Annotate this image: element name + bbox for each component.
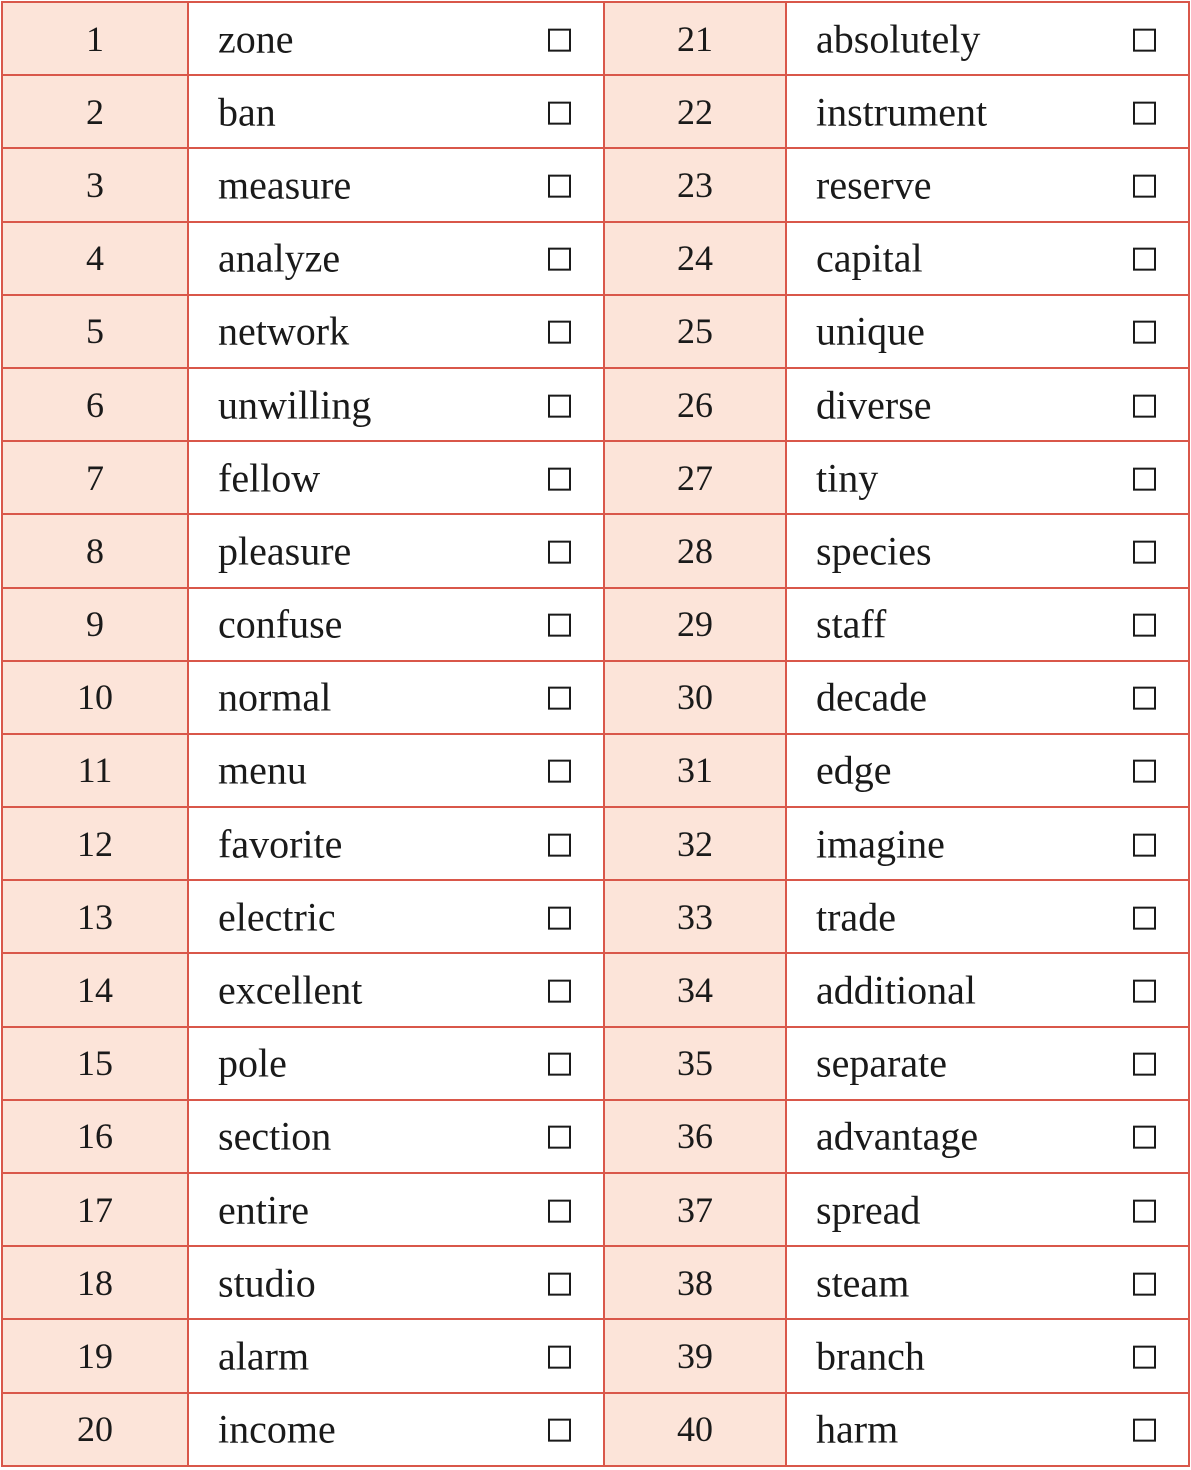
word-cell <box>188 514 604 587</box>
word-number: 9 <box>2 588 188 661</box>
word-cell <box>786 1173 1189 1246</box>
word-checkbox[interactable] <box>548 28 571 51</box>
vocabulary-word: capital <box>816 235 923 281</box>
table-row <box>2 953 1189 1026</box>
word-cell <box>786 661 1189 734</box>
word-number: 8 <box>2 514 188 587</box>
vocabulary-word: alarm <box>218 1333 310 1379</box>
word-cell <box>786 75 1189 148</box>
vocabulary-word: steam <box>816 1260 910 1306</box>
word-checkbox[interactable] <box>548 467 571 490</box>
word-number: 11 <box>2 734 188 807</box>
word-cell <box>188 222 604 295</box>
word-checkbox[interactable] <box>1133 1419 1156 1442</box>
vocabulary-word: unwilling <box>218 382 372 428</box>
word-cell <box>188 1027 604 1100</box>
word-checkbox[interactable] <box>1133 833 1156 856</box>
vocabulary-word: menu <box>218 747 307 793</box>
vocabulary-word: ban <box>218 89 276 135</box>
word-cell <box>786 588 1189 661</box>
vocabulary-word: trade <box>816 894 896 940</box>
table-row <box>2 661 1189 734</box>
word-cell <box>188 807 604 880</box>
word-number: 10 <box>2 661 188 734</box>
word-number: 27 <box>604 441 786 514</box>
vocabulary-word: edge <box>816 747 892 793</box>
word-checkbox[interactable] <box>1133 687 1156 710</box>
word-checkbox[interactable] <box>548 394 571 417</box>
word-number: 2 <box>2 75 188 148</box>
word-cell <box>188 1100 604 1173</box>
word-checkbox[interactable] <box>1133 1053 1156 1076</box>
word-cell <box>786 1393 1189 1466</box>
word-cell <box>188 295 604 368</box>
word-number: 36 <box>604 1100 786 1173</box>
vocabulary-word: imagine <box>816 821 945 867</box>
word-number: 4 <box>2 222 188 295</box>
word-number: 19 <box>2 1319 188 1392</box>
word-number: 14 <box>2 953 188 1026</box>
table-row <box>2 441 1189 514</box>
word-cell <box>188 953 604 1026</box>
word-cell <box>188 75 604 148</box>
table-row <box>2 734 1189 807</box>
word-number: 39 <box>604 1319 786 1392</box>
word-cell <box>188 588 604 661</box>
word-checkbox[interactable] <box>548 760 571 783</box>
word-checkbox[interactable] <box>1133 28 1156 51</box>
word-checkbox[interactable] <box>1133 760 1156 783</box>
word-number: 31 <box>604 734 786 807</box>
vocabulary-word: confuse <box>218 601 343 647</box>
word-number: 23 <box>604 148 786 221</box>
table-row <box>2 1173 1189 1246</box>
word-cell <box>188 1246 604 1319</box>
word-number: 34 <box>604 953 786 1026</box>
word-cell <box>188 2 604 75</box>
vocabulary-word: income <box>218 1406 336 1452</box>
vocabulary-word: network <box>218 308 350 354</box>
word-checkbox[interactable] <box>1133 614 1156 637</box>
word-number: 1 <box>2 2 188 75</box>
word-checkbox[interactable] <box>548 833 571 856</box>
table-row <box>2 295 1189 368</box>
word-cell <box>786 880 1189 953</box>
table-row <box>2 1393 1189 1466</box>
table-row <box>2 1100 1189 1173</box>
word-cell <box>786 734 1189 807</box>
vocabulary-word: pole <box>218 1040 287 1086</box>
word-checkbox[interactable] <box>548 1126 571 1149</box>
word-number: 5 <box>2 295 188 368</box>
word-checkbox[interactable] <box>548 101 571 124</box>
vocabulary-word: tiny <box>816 455 879 501</box>
word-checkbox[interactable] <box>1133 1199 1156 1222</box>
word-cell <box>786 222 1189 295</box>
word-checkbox[interactable] <box>548 541 571 564</box>
table-row <box>2 588 1189 661</box>
word-cell <box>188 1319 604 1392</box>
word-checkbox[interactable] <box>1133 980 1156 1003</box>
vocabulary-word: branch <box>816 1333 925 1379</box>
vocabulary-word: diverse <box>816 382 932 428</box>
vocabulary-word: harm <box>816 1406 899 1452</box>
word-checkbox[interactable] <box>1133 321 1156 344</box>
table-row <box>2 1246 1189 1319</box>
word-checkbox[interactable] <box>1133 541 1156 564</box>
word-cell <box>188 441 604 514</box>
vocabulary-word: reserve <box>816 162 932 208</box>
word-cell <box>786 807 1189 880</box>
word-cell <box>786 1100 1189 1173</box>
table-row <box>2 222 1189 295</box>
word-checkbox[interactable] <box>1133 1126 1156 1149</box>
vocabulary-word: fellow <box>218 455 321 501</box>
table-row <box>2 514 1189 587</box>
word-number: 13 <box>2 880 188 953</box>
word-number: 6 <box>2 368 188 441</box>
word-checkbox[interactable] <box>1133 175 1156 198</box>
word-checkbox[interactable] <box>1133 1272 1156 1295</box>
word-number: 22 <box>604 75 786 148</box>
vocabulary-word: absolutely <box>816 16 981 62</box>
word-number: 37 <box>604 1173 786 1246</box>
word-cell <box>786 514 1189 587</box>
word-cell <box>786 953 1189 1026</box>
vocabulary-word: additional <box>816 967 976 1013</box>
table-row <box>2 75 1189 148</box>
vocabulary-word: zone <box>218 16 294 62</box>
vocabulary-word: electric <box>218 894 336 940</box>
table-row <box>2 148 1189 221</box>
word-checkbox[interactable] <box>1133 1346 1156 1369</box>
word-number: 28 <box>604 514 786 587</box>
vocabulary-word: favorite <box>218 821 343 867</box>
vocabulary-word: instrument <box>816 89 988 135</box>
word-checkbox[interactable] <box>1133 906 1156 929</box>
word-checkbox[interactable] <box>1133 394 1156 417</box>
vocabulary-word: spread <box>816 1187 921 1233</box>
word-number: 3 <box>2 148 188 221</box>
word-checkbox[interactable] <box>548 1272 571 1295</box>
word-checkbox[interactable] <box>1133 467 1156 490</box>
vocabulary-word: species <box>816 528 932 574</box>
vocabulary-word: normal <box>218 674 332 720</box>
word-cell <box>786 2 1189 75</box>
word-number: 29 <box>604 588 786 661</box>
word-number: 38 <box>604 1246 786 1319</box>
table-row <box>2 807 1189 880</box>
word-cell <box>188 368 604 441</box>
word-cell <box>786 1319 1189 1392</box>
word-checkbox[interactable] <box>548 614 571 637</box>
word-number: 33 <box>604 880 786 953</box>
word-number: 25 <box>604 295 786 368</box>
word-number: 17 <box>2 1173 188 1246</box>
vocabulary-word: decade <box>816 674 928 720</box>
word-cell <box>786 441 1189 514</box>
word-number: 21 <box>604 2 786 75</box>
vocabulary-word: studio <box>218 1260 316 1306</box>
vocabulary-word: section <box>218 1113 332 1159</box>
word-number: 7 <box>2 441 188 514</box>
word-checkbox[interactable] <box>548 1419 571 1442</box>
vocabulary-table-body <box>2 2 1189 1466</box>
word-checkbox[interactable] <box>1133 248 1156 271</box>
word-cell <box>188 661 604 734</box>
table-row <box>2 1027 1189 1100</box>
word-checkbox[interactable] <box>548 1199 571 1222</box>
word-cell <box>188 734 604 807</box>
word-number: 40 <box>604 1393 786 1466</box>
word-checkbox[interactable] <box>548 248 571 271</box>
vocabulary-word: analyze <box>218 235 341 281</box>
vocabulary-word: staff <box>816 601 887 647</box>
table-row <box>2 1319 1189 1392</box>
vocabulary-word: advantage <box>816 1113 979 1159</box>
word-number: 20 <box>2 1393 188 1466</box>
word-cell <box>188 1393 604 1466</box>
word-checkbox[interactable] <box>548 1053 571 1076</box>
word-cell <box>786 1027 1189 1100</box>
word-checkbox[interactable] <box>548 321 571 344</box>
word-number: 35 <box>604 1027 786 1100</box>
word-cell <box>786 148 1189 221</box>
vocabulary-word: measure <box>218 162 352 208</box>
word-number: 32 <box>604 807 786 880</box>
word-number: 16 <box>2 1100 188 1173</box>
table-row <box>2 2 1189 75</box>
word-cell <box>188 880 604 953</box>
word-checkbox[interactable] <box>548 1346 571 1369</box>
word-number: 26 <box>604 368 786 441</box>
word-checkbox[interactable] <box>1133 101 1156 124</box>
word-cell <box>786 295 1189 368</box>
vocabulary-table <box>1 1 1190 1467</box>
word-cell <box>786 368 1189 441</box>
vocabulary-word: unique <box>816 308 925 354</box>
vocabulary-word: pleasure <box>218 528 352 574</box>
word-cell <box>188 148 604 221</box>
word-number: 12 <box>2 807 188 880</box>
vocabulary-word: excellent <box>218 967 363 1013</box>
word-number: 24 <box>604 222 786 295</box>
word-cell <box>786 1246 1189 1319</box>
word-number: 15 <box>2 1027 188 1100</box>
word-number: 18 <box>2 1246 188 1319</box>
word-checkbox[interactable] <box>548 687 571 710</box>
vocabulary-word: separate <box>816 1040 948 1086</box>
table-row <box>2 368 1189 441</box>
word-checkbox[interactable] <box>548 980 571 1003</box>
vocabulary-word: entire <box>218 1187 310 1233</box>
table-row <box>2 880 1189 953</box>
word-checkbox[interactable] <box>548 906 571 929</box>
word-checkbox[interactable] <box>548 175 571 198</box>
word-cell <box>188 1173 604 1246</box>
word-number: 30 <box>604 661 786 734</box>
